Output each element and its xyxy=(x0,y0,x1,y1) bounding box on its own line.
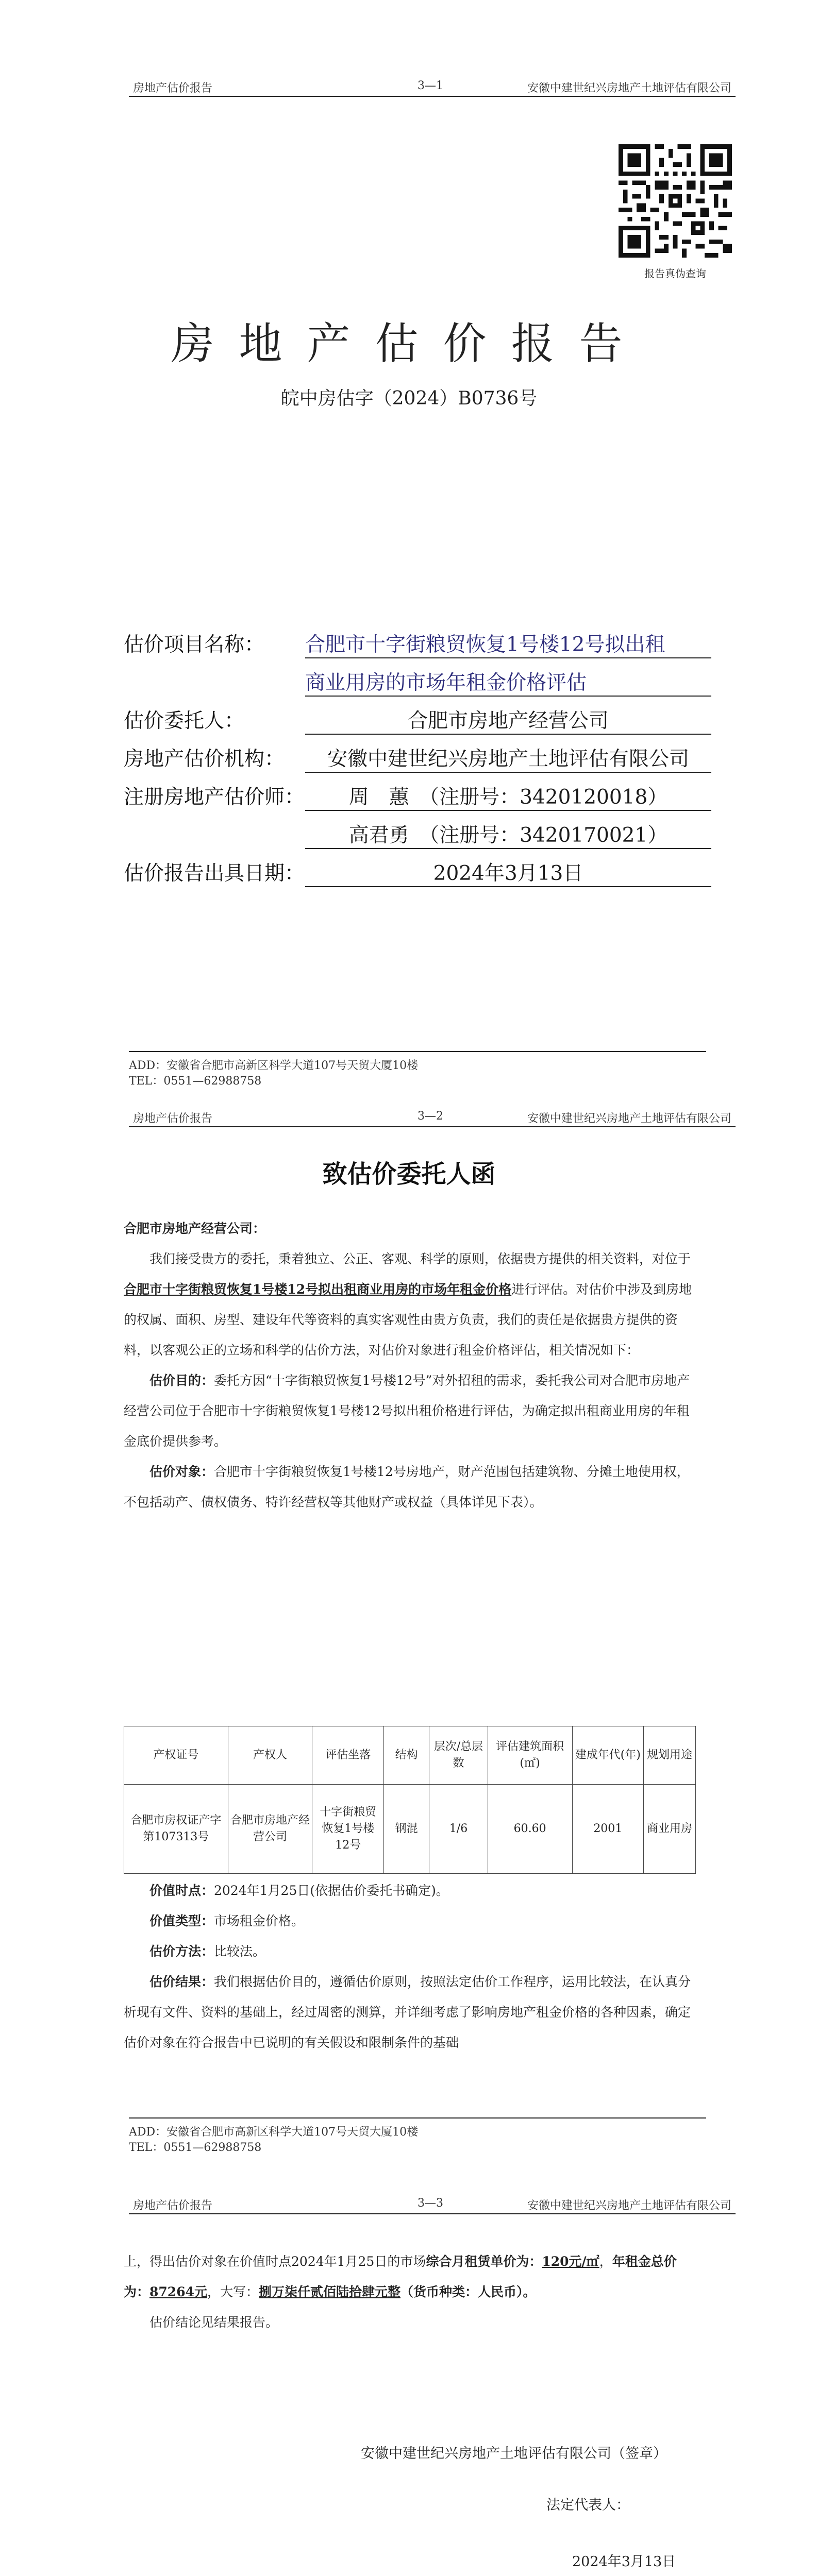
unit-price-value: 120元/㎡ xyxy=(542,2254,599,2269)
field-issue-date xyxy=(124,857,722,895)
table-cell: 1/6 xyxy=(429,1785,488,1874)
running-header xyxy=(129,77,736,97)
header-page-number: 3—1 xyxy=(418,79,443,92)
result-text-b: ， xyxy=(599,2254,612,2269)
field-value: 高君勇 （注册号：3420170021） xyxy=(305,819,711,849)
result-label: 估价结果： xyxy=(149,1974,214,1989)
field-value: 合肥市房地产经营公司 xyxy=(305,705,711,735)
field-value: 2024年3月13日 xyxy=(305,857,711,887)
value-type-label: 价值类型： xyxy=(149,1913,214,1928)
sign-date: 2024年3月13日 xyxy=(572,2554,676,2570)
field-value: 安徽中建世纪兴房地产土地评估有限公司 xyxy=(305,743,711,773)
result-paragraph xyxy=(124,1967,696,2058)
result-text-c: ，大写： xyxy=(207,2284,259,2299)
value-type-paragraph xyxy=(124,1906,696,1936)
property-table xyxy=(124,1726,696,1874)
table-cell: 商业用房 xyxy=(644,1785,696,1874)
field-label: 估价委托人： xyxy=(124,709,245,733)
unit-price-label: 综合月租赁单价为： xyxy=(426,2254,542,2269)
running-header xyxy=(129,1108,736,1127)
table-cell: 十字街粮贸恢复1号楼12号 xyxy=(312,1785,384,1874)
header-left: 房地产估价报告 xyxy=(133,1112,213,1125)
field-appraiser xyxy=(124,781,722,819)
method-text: 比较法。 xyxy=(214,1944,266,1959)
field-project-name xyxy=(124,629,722,667)
field-client xyxy=(124,705,722,743)
header-page-number: 3—2 xyxy=(418,1110,443,1123)
header-right: 安徽中建世纪兴房地产土地评估有限公司 xyxy=(527,2199,731,2212)
method-paragraph xyxy=(124,1936,696,1967)
method-label: 估价方法： xyxy=(149,1944,214,1959)
result-text: 我们根据估价目的，遵循估价原则，按照法定估价工作程序，运用比较法，在认真分析现有文件、资料的基础上，经过周密的测算，并详细考虑了影响房地产租金价格的各种因素，确定估价对象在符合报告中已说明的有关假设和限制条件的基础 xyxy=(124,1974,691,2050)
qr-caption: 报告真伪查询 xyxy=(644,267,706,280)
table-header: 产权人 xyxy=(228,1726,312,1785)
field-agency xyxy=(124,743,722,781)
intro-text-2: 进行评估。对估价中涉及到房地的权属、面积、房型、建设年代等资料的真实客观性由贵方负责，我们的责任是依据贵方提供的资料，以客观公正的立场和科学的估价方法，对估价对象进行租金价格评估，相关情况如下： xyxy=(124,1282,692,1358)
result-text-d: （货币种类：人民币）。 xyxy=(400,2284,536,2299)
intro-text-1: 我们接受贵方的委托，秉着独立、公正、客观、科学的原则，依据贵方提供的相关资料，对位于 xyxy=(149,1251,691,1266)
table-header: 结构 xyxy=(384,1726,429,1785)
footer-tel: TEL：0551—62988758 xyxy=(129,1075,262,1088)
field-value: 周 蕙 （注册号：3420120018） xyxy=(305,781,711,811)
table-cell: 合肥市房权证产字第107313号 xyxy=(124,1785,228,1874)
conclusion-paragraph: 估价结论见结果报告。 xyxy=(149,2315,279,2330)
running-header xyxy=(129,2195,736,2214)
legal-representative: 法定代表人： xyxy=(546,2497,630,2513)
cover-fields xyxy=(124,629,722,895)
signer: 安徽中建世纪兴房地产土地评估有限公司（签章） xyxy=(361,2446,667,2462)
field-project-name-cont xyxy=(124,667,722,705)
footer-address: ADD：安徽省合肥市高新区科学大道107号天贸大厦10楼 xyxy=(129,2126,419,2139)
field-value: 合肥市十字街粮贸恢复1号楼12号拟出租 xyxy=(305,629,711,658)
field-label: 估价项目名称： xyxy=(124,633,265,656)
object-paragraph xyxy=(124,1456,696,1517)
header-right: 安徽中建世纪兴房地产土地评估有限公司 xyxy=(527,82,731,95)
table-header: 层次/总层数 xyxy=(429,1726,488,1785)
letter-body-cont xyxy=(124,1875,696,2058)
letter-body xyxy=(124,1213,696,1517)
field-appraiser-2 xyxy=(124,819,722,857)
field-label: 估价报告出具日期： xyxy=(124,862,305,885)
intro-bold: 合肥市十字街粮贸恢复1号楼12号拟出租商业用房的市场年租金价格 xyxy=(124,1282,512,1297)
object-label: 估价对象： xyxy=(149,1464,214,1479)
table-header-row xyxy=(124,1726,696,1785)
value-type-text: 市场租金价格。 xyxy=(214,1913,305,1928)
object-text: 合肥市十字街粮贸恢复1号楼12号房地产，财产范围包括建筑物、分摊土地使用权，不包括动产、债权债务、特许经营权等其他财产或权益（具体详见下表）。 xyxy=(124,1464,690,1510)
value-date-label: 价值时点： xyxy=(149,1883,214,1898)
page-cover xyxy=(0,0,818,1103)
page-footer xyxy=(129,1051,706,1089)
field-label: 房地产估价机构： xyxy=(124,748,285,771)
footer-address: ADD：安徽省合肥市高新区科学大道107号天贸大厦10楼 xyxy=(129,1059,419,1072)
purpose-text: 委托方因“十字街粮贸恢复1号楼12号”对外招租的需求，委托我公司对合肥市房地产经营公司位于合肥市十字街粮贸恢复1号楼12号拟出租价格进行评估，为确定拟出租商业用房的年租金底价提供参考。 xyxy=(124,1373,690,1449)
purpose-paragraph xyxy=(124,1365,696,1456)
page-footer xyxy=(129,2117,706,2156)
field-label: 注册房地产估价师： xyxy=(124,786,305,809)
total-chinese: 捌万柒仟贰佰陆拾肆元整 xyxy=(259,2284,401,2299)
result-paragraph-cont xyxy=(124,2246,696,2307)
table-cell: 合肥市房地产经营公司 xyxy=(228,1785,312,1874)
field-value: 商业用房的市场年租金价格评估 xyxy=(305,667,711,697)
report-number: 皖中房估字（2024）B0736号 xyxy=(280,388,538,409)
value-date-text: 2024年1月25日(依据估价委托书确定)。 xyxy=(214,1883,449,1898)
addressee: 合肥市房地产经营公司： xyxy=(124,1221,266,1236)
table-header: 建成年代(年) xyxy=(572,1726,644,1785)
total-label: 年租金总价为： xyxy=(124,2254,677,2299)
table-header: 评估坐落 xyxy=(312,1726,384,1785)
table-header: 规划用途 xyxy=(644,1726,696,1785)
table-header: 评估建筑面积(㎡) xyxy=(488,1726,572,1785)
report-title: 房地产估价报告 xyxy=(171,318,647,369)
result-continued xyxy=(124,2246,696,2337)
qr-code-icon[interactable] xyxy=(619,144,732,258)
header-right: 安徽中建世纪兴房地产土地评估有限公司 xyxy=(527,1112,731,1125)
table-header: 产权证号 xyxy=(124,1726,228,1785)
result-text-a: 上，得出估价对象在价值时点2024年1月25日的市场 xyxy=(124,2254,426,2269)
header-page-number: 3—3 xyxy=(418,2197,443,2210)
header-left: 房地产估价报告 xyxy=(133,82,213,95)
table-row xyxy=(124,1785,696,1874)
table-cell: 钢混 xyxy=(384,1785,429,1874)
footer-tel: TEL：0551—62988758 xyxy=(129,2141,262,2154)
table-cell: 2001 xyxy=(572,1785,644,1874)
table-cell: 60.60 xyxy=(488,1785,572,1874)
letter-title: 致估价委托人函 xyxy=(322,1160,496,1189)
value-date-paragraph xyxy=(124,1875,696,1906)
purpose-label: 估价目的： xyxy=(149,1373,214,1388)
total-value: 87264元 xyxy=(149,2284,207,2299)
intro-paragraph xyxy=(124,1244,696,1365)
header-left: 房地产估价报告 xyxy=(133,2199,213,2212)
